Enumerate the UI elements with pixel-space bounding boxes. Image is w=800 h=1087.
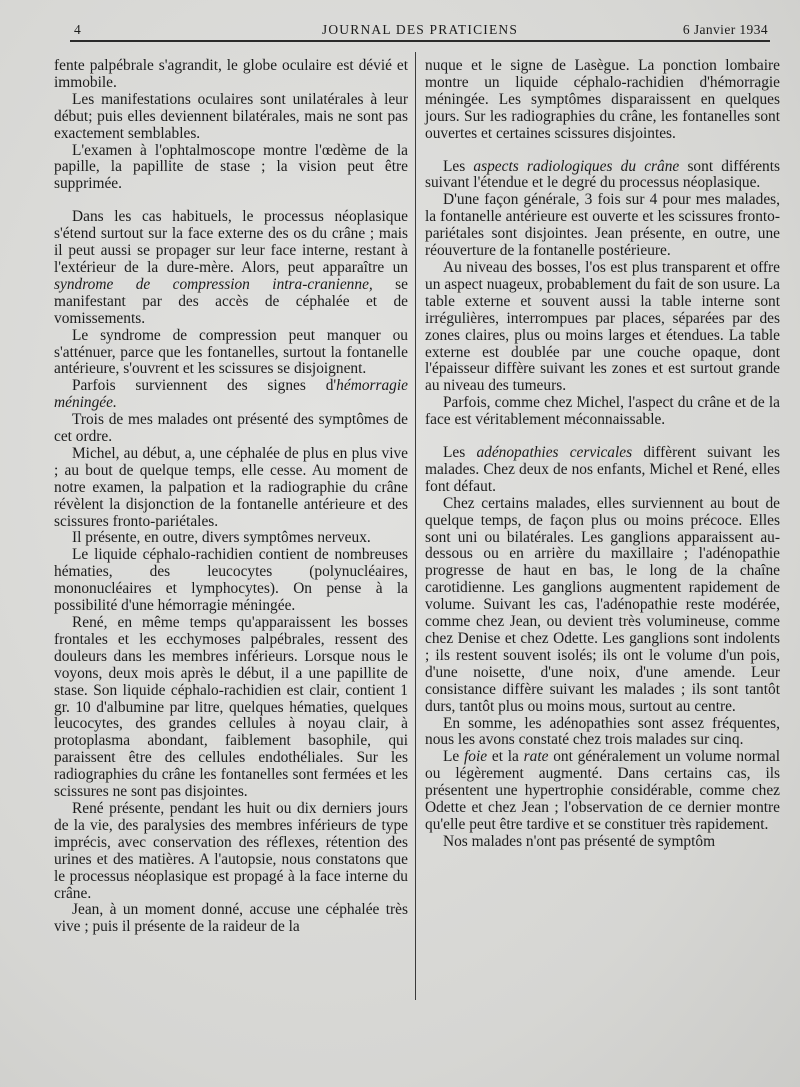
left-column — [54, 58, 408, 936]
paragraph: Chez certains malades, elles surviennent au bout de quelque temps, de façon plus ou moins précoce. Elles sont uni ou bilatérales. Les ganglions apparaissent au-dessous ou en arrière du maxillaire ; l'adénopathie progresse de haut en bas, le long de la chaîne carotidienne. Les ganglions augmentent rapidement de volume. Suivant les cas, l'adénopathie reste modérée, comme chez Jean, ou devient très volumineuse, comme chez Denise et chez Odette. Les ganglions sont indolents ; ils restent souvent isolés; ils ont le volume d'un pois, d'une noisette, d'une noix, d'une amende. Leur consistance diffère suivant les malades ; ils sont tantôt durs, tantôt plus ou moins mous, surtout au centre. — [425, 494, 780, 715]
paragraph-text: Parfois surviennent des signes d' — [72, 377, 337, 395]
emphasis: syndrome de compression intra-cranienne, — [54, 275, 373, 293]
paragraph: Au niveau des bosses, l'os est plus transparent et offre un aspect nuageux, probablement du fait de son usure. La table externe et souvent aussi la table interne sont irrégulières, interrompues par places, séparées par des zones claires, plus ou moins larges et étendues. La table externe est doublée par une couche opaque, dont l'épaisseur diffère suivant les zones et est surtout grande au niveau des tumeurs. — [425, 258, 780, 395]
right-column — [425, 58, 780, 851]
paragraph: Nos malades n'ont pas présenté de symptôm — [443, 832, 716, 850]
paragraph: Michel, au début, a, une céphalée de plus en plus vive ; au bout de quelque temps, elle cesse. Au moment de notre examen, la palpation et la radiographie du crâne révèlent la disjonction de la fontanelle antérieure et des scissures fronto-pariétales. — [54, 444, 408, 530]
paragraph-text: et la — [487, 748, 524, 766]
column-divider — [415, 52, 416, 1000]
paragraph: René présente, pendant les huit ou dix derniers jours de la vie, des paralysies des membres inférieurs de type imprécis, avec conservation des réflexes, rétention des urines et des matières. A l'autopsie, nous constatons que le processus néoplasique est propagé à la face interne du crâne. — [54, 799, 408, 902]
journal-title: JOURNAL DES PRATICIENS — [321, 22, 519, 37]
paragraph — [54, 209, 408, 327]
paragraph: Les manifestations oculaires sont unilatérales à leur début; puis elles deviennent bilatérales, mais ne sont pas exactement semblables. — [54, 90, 408, 142]
paragraph-text: sont différents suivant l'étendue et le degré du processus néoplasique. — [425, 157, 780, 192]
header-rule — [70, 40, 770, 42]
paragraph: Le syndrome de compression peut manquer ou s'atténuer, parce que les fontanelles, surtout la fontanelle antérieure, s'ouvrent et les scissures se disjoignent. — [54, 326, 408, 378]
emphasis: aspects radiologiques du crâne — [473, 157, 680, 175]
paragraph-text: Le — [443, 748, 465, 766]
running-header — [70, 20, 770, 42]
paragraph-text: Dans les cas habituels, le processus néoplasique s'étend surtout sur la face externe des os du crâne ; mais il peut aussi se propager sur leur face interne, restant à l'extérieur de la dure-mère. Alors, peut apparaître un — [54, 208, 408, 276]
paragraph-text: Les — [443, 157, 474, 175]
paragraph-text: Les — [443, 444, 477, 462]
page-number: 4 — [74, 22, 82, 37]
paragraph-text: ont généralement un volume normal ou légèrement augmenté. Dans certains cas, ils présentent une hypertrophie considérable, comme chez Odette et chez Jean ; l'observation de ce dernier montre qu'elle peut être tardive et se constituer très rapidement. — [425, 748, 780, 833]
paragraph — [425, 749, 780, 834]
emphasis: hémorragie méningée. — [54, 377, 408, 412]
issue-date: 6 Janvier 1934 — [682, 22, 768, 37]
paragraph: nuque et le signe de Lasègue. La ponction lombaire montre un liquide céphalo-rachidien d'hémorragie méningée. Les symptômes disparaissent en quelques jours. Sur les radiographies du crâne, les fontanelles sont ouvertes et certaines scissures disjointes. — [425, 57, 780, 142]
paragraph-text: se manifestant par des accès de céphalée et de vomissements. — [54, 275, 408, 327]
paragraph — [425, 159, 780, 193]
paragraph: En somme, les adénopathies sont assez fréquentes, nous les avons constaté chez trois malades sur cinq. — [425, 714, 780, 749]
paragraph: fente palpébrale s'agrandit, le globe oculaire est dévié et immobile. — [54, 57, 408, 91]
emphasis: rate — [523, 748, 549, 766]
paragraph: D'une façon générale, 3 fois sur 4 pour mes malades, la fontanelle antérieure est ouverte et les scissures fronto-pariétales sont disjointes. Jean présente, en outre, une réouverture de la fontanelle postérieure. — [425, 191, 780, 260]
paragraph-text: diffèrent suivant les malades. Chez deux de nos enfants, Michel et René, elles font défaut. — [425, 444, 780, 495]
paragraph: René, en même temps qu'apparaissent les bosses frontales et les ecchymoses palpébrales, ressent des douleurs dans les membres inférieurs. Lorsque nous le voyons, deux mois après le début, il a une papillite de stase. Son liquide céphalo-rachidien est clair, contient 1 gr. 10 d'albumine par litre, quelques hématies, quelques leucocytes, des grandes cellules à noyau clair, à protoplasma abondant, faiblement basophile, qui paraissent être des cellules endothéliales. Sur les radiographies du crâne les fontanelles sont fermées et les scissures ne sont pas disjointes. — [54, 614, 408, 801]
paragraph — [425, 445, 780, 496]
emphasis: foie — [464, 748, 488, 766]
emphasis: adénopathies cervicales — [476, 444, 633, 462]
paragraph: Il présente, en outre, divers symptômes nerveux. — [72, 529, 371, 547]
paragraph — [54, 378, 408, 412]
paragraph: Le liquide céphalo-rachidien contient de nombreuses hématies, des leucocytes (polynucléaires, mononucléaires et lymphocytes). On pense à la possibilité d'une hémorragie méningée. — [54, 546, 408, 615]
paragraph: Jean, à un moment donné, accuse une céphalée très vive ; puis il présente de la raideur de la — [54, 901, 408, 936]
paragraph: L'examen à l'ophtalmoscope montre l'œdème de la papille, la papillite de stase ; la vision peut être supprimée. — [54, 141, 408, 193]
paragraph: Trois de mes malades ont présenté des symptômes de cet ordre. — [54, 411, 408, 446]
paragraph: Parfois, comme chez Michel, l'aspect du crâne et de la face est véritablement méconnaissable. — [425, 394, 780, 429]
